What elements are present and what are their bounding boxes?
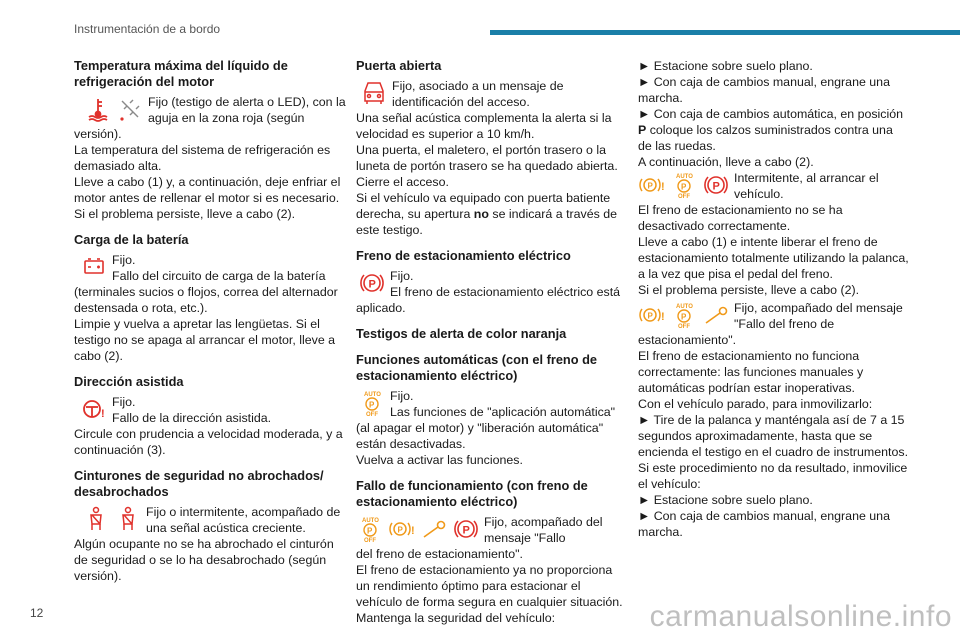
- svg-text:!: !: [661, 181, 665, 193]
- epb-side-text: Fijo. El freno de estacionamiento eléctrico está: [390, 269, 621, 299]
- door-open-icon: [360, 79, 388, 107]
- coolant-temperature-icon: [84, 95, 112, 123]
- coolant-side-text: Fijo (testigo de alerta o LED), con la aguja en la zona roja (según: [148, 95, 346, 125]
- seatbelt-heading: Cinturones de seguridad no abrochados/ desabrochados: [74, 468, 324, 499]
- steering-line: Circule con prudencia a velocidad moderada, y a continuación (3).: [74, 427, 343, 457]
- parking-brake-fault-icon: [638, 301, 666, 329]
- svg-text:P: P: [462, 524, 470, 537]
- step-item: ► Con caja de cambios manual, engrane una marcha.: [638, 75, 890, 105]
- svg-text:P: P: [681, 312, 687, 322]
- svg-text:AUTO: AUTO: [362, 518, 379, 524]
- auto-line: (al apagar el motor) y "liberación automática" están desactivadas.: [356, 421, 604, 451]
- door-heading: Puerta abierta: [356, 58, 442, 73]
- seatbelt-side-text: Fijo o intermitente, acompañado de una señal acústica creciente.: [146, 505, 341, 535]
- parking-brake-fault-icon: [638, 171, 666, 199]
- seatbelt-rear-icon: [114, 505, 142, 533]
- seatbelt-line: Algún ocupante no se ha abrochado el cinturón de seguridad o se lo ha desabrochado (según versión).: [74, 537, 334, 583]
- svg-text:OFF: OFF: [678, 194, 690, 199]
- auto-off-icon: [358, 389, 386, 417]
- svg-text:P: P: [367, 526, 373, 536]
- auto-functions-heading: Funciones automáticas (con el freno de estacionamiento eléctrico): [356, 352, 598, 383]
- parking-brake-icon: [702, 171, 730, 199]
- auto-off-icon: [356, 515, 384, 543]
- power-steering-icon: [80, 395, 108, 423]
- svg-text:P: P: [712, 180, 720, 193]
- steering-icon-row: [74, 394, 346, 426]
- epb-fault-line: El freno de estacionamiento ya no proporciona un rendimiento óptimo para estacionar el vehículo de forma segura en cualquier situación.: [356, 563, 623, 609]
- epb-heading: Freno de estacionamiento eléctrico: [356, 248, 571, 263]
- epb-icon-row: [356, 268, 628, 300]
- page-header-title: Instrumentación de a bordo: [74, 22, 221, 36]
- epb-fault-heading: Fallo de funcionamiento (con freno de estacionamiento eléctrico): [356, 478, 588, 509]
- auto-side-text: Fijo. Las funciones de "aplicación automática": [390, 389, 616, 419]
- seatbelt-icon: [82, 505, 110, 533]
- step-item: ► Estacione sobre suelo plano.: [638, 59, 813, 73]
- block2-line: Si este procedimiento no da resultado, inmovilice el vehículo:: [638, 461, 908, 491]
- page-number: 12: [30, 606, 44, 620]
- column-3: [638, 58, 910, 540]
- steering-side-text: Fijo. Fallo de la dirección asistida.: [112, 395, 272, 425]
- block2-line: ► Tire de la palanca y manténgala así de 7 a 15 segundos aproximadamente, hasta que se encienda el testigo en el cuadro de instrumentos.: [638, 413, 909, 459]
- seatbelt-icon-row: [74, 504, 346, 536]
- parking-brake-icon: [452, 515, 480, 543]
- block2-line: estacionamiento".: [638, 333, 737, 347]
- svg-text:AUTO: AUTO: [676, 174, 693, 180]
- svg-text:AUTO: AUTO: [676, 304, 693, 310]
- auto-icon-row: [356, 388, 628, 420]
- door-side-text: Fijo, asociado a un mensaje de identificación del acceso.: [392, 79, 564, 109]
- auto-line: Vuelva a activar las funciones.: [356, 453, 523, 467]
- coolant-line: versión).: [74, 127, 122, 141]
- svg-text:P: P: [647, 181, 653, 191]
- wrench-icon: [702, 301, 730, 329]
- block2-line: ► Con caja de cambios manual, engrane una marcha.: [638, 509, 890, 539]
- epb-fault-line: Mantenga la seguridad del vehículo:: [356, 611, 556, 625]
- coolant-heading: Temperatura máxima del líquido de refrigeración del motor: [74, 58, 288, 89]
- coolant-line: La temperatura del sistema de refrigeración es demasiado alta.: [74, 143, 331, 173]
- block2-side-text: Fijo, acompañado del mensaje "Fallo del freno de: [734, 301, 903, 331]
- parking-brake-icon: [358, 269, 386, 297]
- battery-heading: Carga de la batería: [74, 232, 189, 247]
- orange-warnings-heading: Testigos de alerta de color naranja: [356, 326, 567, 341]
- svg-text:OFF: OFF: [366, 412, 378, 417]
- door-line: Cierre el acceso.: [356, 175, 449, 189]
- door-line: Una señal acústica complementa la alerta si la velocidad es superior a 10 km/h.: [356, 111, 612, 141]
- coolant-icon-row: [74, 94, 346, 126]
- battery-icon: [80, 253, 108, 281]
- watermark: carmanualsonline.info: [649, 600, 952, 633]
- block2-line: El freno de estacionamiento no funciona correctamente: las funciones manuales y automáticas podrían estar inoperativas.: [638, 349, 864, 395]
- battery-line: (terminales sucios o flojos, correa del alternador destensada o rota, etc.).: [74, 285, 338, 315]
- epb-fault-icon-row: [356, 514, 628, 546]
- auto-off-icon: [670, 301, 698, 329]
- wrench-icon: [420, 515, 448, 543]
- step-item-automatic: ► Con caja de cambios automática, en posición P coloque los calzos suministrados contra una de las ruedas.: [638, 107, 904, 153]
- svg-text:AUTO: AUTO: [364, 392, 381, 398]
- temperature-needle-icon: [116, 95, 144, 123]
- svg-text:OFF: OFF: [364, 538, 376, 543]
- svg-text:OFF: OFF: [678, 324, 690, 329]
- svg-text:P: P: [369, 400, 375, 410]
- block1-line: Lleve a cabo (1) e intente liberar el freno de estacionamiento totalmente utilizando la palanca, a la vez que pisa el pedal del freno.: [638, 235, 909, 281]
- block1-line: El freno de estacionamiento no se ha desactivado correctamente.: [638, 203, 843, 233]
- svg-text:P: P: [647, 311, 653, 321]
- header-accent-bar: [490, 30, 960, 35]
- svg-text:P: P: [681, 182, 687, 192]
- steering-heading: Dirección asistida: [74, 374, 184, 389]
- svg-text:!: !: [661, 311, 665, 323]
- svg-text:P: P: [368, 278, 376, 291]
- door-icon-row: [356, 78, 628, 110]
- block2-line: ► Estacione sobre suelo plano.: [638, 493, 813, 507]
- svg-text:!: !: [101, 408, 105, 420]
- epb-line: aplicado.: [356, 301, 406, 315]
- auto-off-icon: [670, 171, 698, 199]
- block1-side-text: Intermitente, al arrancar el vehículo.: [734, 171, 879, 201]
- coolant-line: Lleve a cabo (1) y, a continuación, deje enfriar el motor antes de rellenar el motor si es necesario.: [74, 175, 341, 205]
- column-2: [356, 58, 628, 626]
- battery-side-text: Fijo. Fallo del circuito de carga de la batería: [112, 253, 326, 283]
- battery-icon-row: [74, 252, 346, 284]
- svg-text:P: P: [397, 525, 403, 535]
- epb-fault-side-text: Fijo, acompañado del mensaje "Fallo: [484, 515, 603, 545]
- epb-fault-line: del freno de estacionamiento".: [356, 547, 523, 561]
- coolant-line: Si el problema persiste, lleve a cabo (2).: [74, 207, 296, 221]
- svg-text:!: !: [411, 525, 415, 537]
- door-batiente-paragraph: Si el vehículo va equipado con puerta batiente derecha, su apertura no se indicará a través de este testigo.: [356, 191, 618, 237]
- block1-icon-row: [638, 170, 910, 202]
- column-1: [74, 58, 346, 584]
- battery-line: Limpie y vuelva a apretar las lengüetas. Si el testigo no se apaga al arrancar el motor, lleve a cabo (2).: [74, 317, 336, 363]
- then-instruction: A continuación, lleve a cabo (2).: [638, 155, 814, 169]
- block2-icon-row: [638, 300, 910, 332]
- block2-line: Con el vehículo parado, para inmovilizarlo:: [638, 397, 873, 411]
- block1-line: Si el problema persiste, lleve a cabo (2).: [638, 283, 860, 297]
- door-line: Una puerta, el maletero, el portón trasero o la luneta de portón trasero se ha quedado abierta.: [356, 143, 618, 173]
- parking-brake-fault-icon: [388, 515, 416, 543]
